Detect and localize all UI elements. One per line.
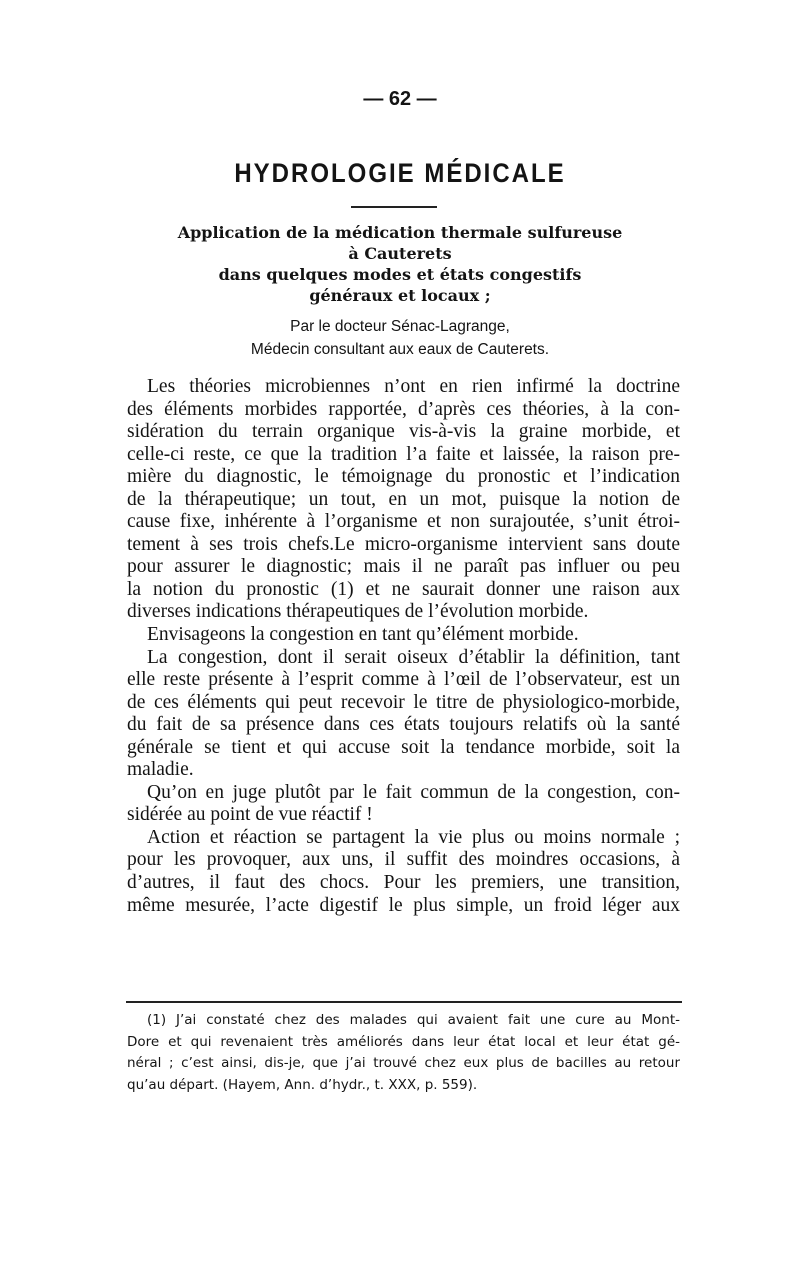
body-line: celle-ci reste, ce que la tradition l’a faite et laissée, la raison pre-: [127, 443, 680, 465]
body-line: générale se tient et qui accuse soit la tendance morbide, soit la: [127, 736, 680, 758]
footnotes: [127, 1010, 680, 1096]
body-line: La congestion, dont il serait oiseux d’établir la définition, tant: [147, 646, 680, 668]
body-line: de la thérapeutique; un tout, en un mot, puisque la notion de: [127, 488, 680, 510]
body-line: Les théories microbiennes n’ont en rien infirmé la doctrine: [147, 376, 680, 397]
subtitle-line: généraux et locaux ;: [309, 286, 491, 305]
body-text: [127, 376, 680, 917]
footnote-divider: [126, 1001, 682, 1003]
body-line: Envisageons la congestion en tant qu’élément morbide.: [147, 624, 579, 646]
subtitle-line: dans quelques modes et états congestifs: [218, 265, 582, 284]
author-title: Médecin consultant aux eaux de Cauterets.: [250, 341, 550, 358]
body-line: Action et réaction se partagent la vie plus ou moins normale ;: [147, 826, 680, 848]
subtitle-line: Application de la médication thermale sulfureuse: [177, 223, 623, 242]
body-line: sidération du terrain organique vis-à-vis la graine morbide, et: [127, 421, 680, 443]
body-line: la notion du pronostic (1) et ne saurait donner une raison aux: [127, 578, 680, 600]
body-line: elle reste présente à l’esprit comme à l’œil de l’observateur, est un: [127, 669, 680, 691]
body-line: diverses indications thérapeutiques de l’évolution morbide.: [127, 601, 589, 623]
body-line: tement à ses trois chefs.Le micro-organisme intervient sans doute: [127, 533, 680, 555]
author-line: Par le docteur Sénac-Lagrange,: [290, 318, 510, 335]
footnote-line: Dore et qui revenaient très améliorés dans leur état local et leur état gé-: [127, 1033, 680, 1050]
body-line: du fait de sa présence dans ces états toujours relatifs où la santé: [127, 714, 680, 736]
byline: [0, 315, 800, 361]
body-line: d’autres, il faut des chocs. Pour les premiers, une transition,: [127, 872, 680, 894]
footnote-line: (1) J’ai constaté chez des malades qui avaient fait une cure au Mont-: [147, 1012, 680, 1028]
body-line: de ces éléments qui peut recevoir le titre de physiologico-morbide,: [127, 691, 680, 713]
body-line: des éléments morbides rapportée, d’après ces théories, à la con-: [127, 398, 680, 420]
footnote-line: néral ; c’est ainsi, dis-je, que j’ai trouvé chez eux plus de bacilles au retour: [127, 1055, 680, 1071]
body-line: mière du diagnostic, le témoignage du pronostic et l’indication: [127, 466, 680, 488]
page-number: — 62 —: [363, 88, 437, 110]
article-subtitle: [0, 222, 800, 306]
body-line: pour assurer le diagnostic; mais il ne paraît pas influer ou peu: [127, 556, 680, 578]
body-line: maladie.: [127, 759, 194, 781]
footnote-line: qu’au départ. (Hayem, Ann. d’hydr., t. XXX, p. 559).: [127, 1076, 478, 1093]
body-line: sidérée au point de vue réactif !: [127, 804, 373, 826]
body-line: même mesurée, l’acte digestif le plus simple, un froid léger aux: [127, 894, 680, 916]
article-title: HYDROLOGIE MÉDICALE: [234, 158, 566, 189]
body-line: Qu’on en juge plutôt par le fait commun de la congestion, con-: [147, 781, 680, 803]
title-divider: [351, 206, 437, 208]
subtitle-line: à Cauterets: [348, 244, 452, 263]
body-line: pour les provoquer, aux uns, il suffit des moindres occasions, à: [127, 849, 680, 871]
body-line: cause fixe, inhérente à l’organisme et non surajoutée, s’unit étroi-: [127, 511, 680, 533]
